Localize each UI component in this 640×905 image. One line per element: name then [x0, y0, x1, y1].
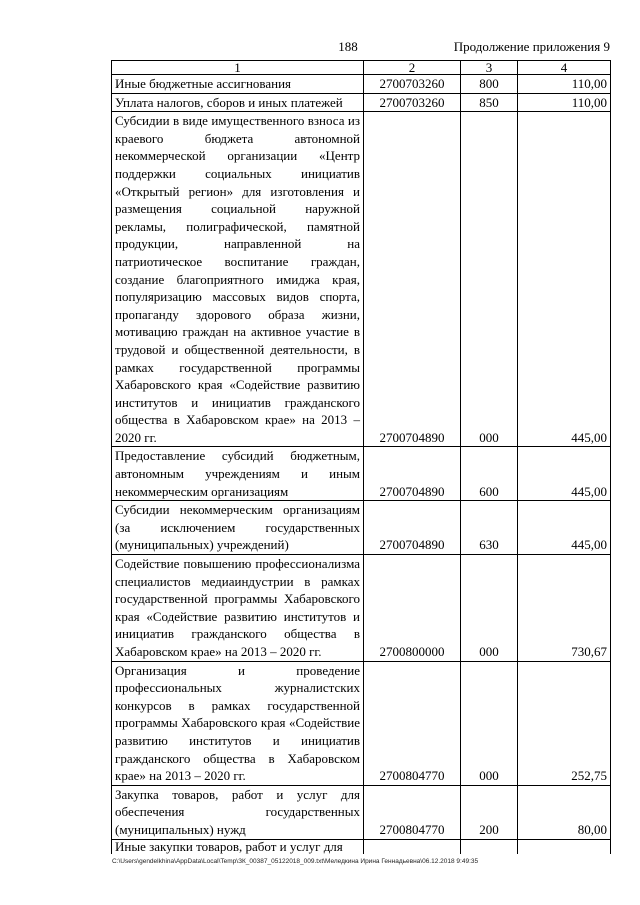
budget-table: [111, 60, 611, 854]
row-expense-type: 630: [461, 501, 518, 555]
row-name: Предоставление субсидий бюджетным, автономным учреждениям и иным некоммерческим организациям: [112, 447, 364, 501]
row-name: Субсидии в виде имущественного взноса из краевого бюджета автономной некоммерческой организации «Центр поддержки социальных инициатив «Открытый регион» для изготовления и размещения социальной наружной рекламы, полиграфической, памятной продукции, направленной на патриотическое воспитание граждан, создание благоприятного имиджа края, популяризацию массовых видов спорта, пропаганду здорового образа жизни, мотивацию граждан на активное участие в трудовой и общественной деятельности, в рамках государственной программы Хабаровского края «Содействие развитию институтов и инициатив гражданского общества в Хабаровском крае» на 2013 – 2020 гг.: [112, 112, 364, 447]
row-name: Субсидии некоммерческим организациям (за исключением государственных (муниципальных) учреждений): [112, 501, 364, 555]
table-header-row: [112, 61, 611, 75]
row-sum: 445,00: [518, 447, 611, 501]
row-name: Иные закупки товаров, работ и услуг для: [112, 839, 364, 854]
row-sum: 445,00: [518, 112, 611, 447]
table-row: [112, 447, 611, 501]
table-row: [112, 555, 611, 662]
continuation-label: Продолжение приложения 9: [453, 39, 610, 54]
row-sum: 110,00: [518, 75, 611, 94]
row-name: Иные бюджетные ассигнования: [112, 75, 364, 94]
table-row: [112, 501, 611, 555]
row-sum: 80,00: [518, 785, 611, 839]
row-code: 2700704890: [364, 112, 461, 447]
column-header-4: 4: [518, 61, 611, 75]
page-number: 188: [338, 39, 358, 54]
row-expense-type: 000: [461, 112, 518, 447]
row-expense-type: 600: [461, 447, 518, 501]
row-name: Уплата налогов, сборов и иных платежей: [112, 93, 364, 112]
row-code: 2700800000: [364, 555, 461, 662]
row-sum: 110,00: [518, 93, 611, 112]
table-row: [112, 839, 611, 854]
row-code: 2700704890: [364, 501, 461, 555]
row-sum: [518, 839, 611, 854]
column-header-1: 1: [112, 61, 364, 75]
row-expense-type: 200: [461, 785, 518, 839]
column-header-2: 2: [364, 61, 461, 75]
row-name: Организация и проведение профессиональных журналистских конкурсов в рамках государственной программы Хабаровского края «Содействие развитию институтов и инициатив гражданского общества в Хабаровском крае» на 2013 – 2020 гг.: [112, 661, 364, 785]
row-expense-type: 000: [461, 555, 518, 662]
table-row: [112, 661, 611, 785]
row-sum: 252,75: [518, 661, 611, 785]
row-name: Закупка товаров, работ и услуг для обеспечения государственных (муниципальных) нужд: [112, 785, 364, 839]
column-header-3: 3: [461, 61, 518, 75]
row-expense-type: 000: [461, 661, 518, 785]
row-sum: 445,00: [518, 501, 611, 555]
row-code: 2700804770: [364, 785, 461, 839]
table-row: [112, 93, 611, 112]
row-expense-type: 800: [461, 75, 518, 94]
row-name: Содействие повышению профессионализма специалистов медиаиндустрии в рамках государственной программы Хабаровского края «Содействие развитию институтов и инициатив гражданского общества в Хабаровском крае» на 2013 – 2020 гг.: [112, 555, 364, 662]
row-expense-type: [461, 839, 518, 854]
footer-file-path: C:\Users\gendelkhina\AppData\Local\Temp\ЗК_00387_05122018_009.txt\Меледкина Ирина Геннадьевна\06.12.2018 9:49:35: [112, 858, 479, 865]
row-sum: 730,67: [518, 555, 611, 662]
table-row: [112, 785, 611, 839]
row-code: 2700704890: [364, 447, 461, 501]
table-row: [112, 112, 611, 447]
row-code: 2700703260: [364, 93, 461, 112]
row-code: [364, 839, 461, 854]
row-code: 2700804770: [364, 661, 461, 785]
row-code: 2700703260: [364, 75, 461, 94]
row-expense-type: 850: [461, 93, 518, 112]
table-row: [112, 75, 611, 94]
